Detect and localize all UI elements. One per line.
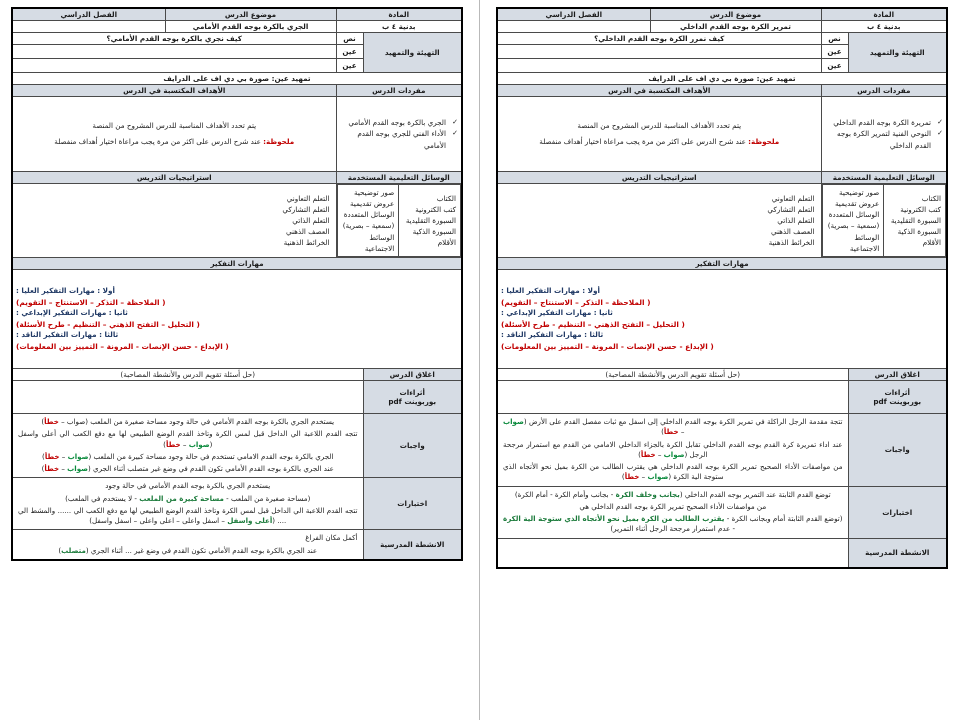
table-row (497, 21, 947, 33)
table-row (12, 33, 462, 45)
thinking-title-3: ثالثا : مهارات التفكير الناقد : (501, 329, 604, 339)
list-item: عروض تقديمية (834, 199, 880, 209)
thinking-header: مهارات التفكير (12, 257, 462, 269)
media-col-a (884, 185, 946, 257)
school-activity-item-2: عند الجري بالكرة بوجه القدم الأمامي تكون القدم في وضع غير ... أثناء الجري (متصلب) (58, 545, 318, 555)
media-header: الوسائل التعليمية المستخدمة (821, 172, 947, 184)
tests-cell (12, 478, 363, 530)
list-item: ✓ الجري بالكرة بوجه القدم الأمامي (340, 117, 459, 129)
thinking-items-3: ( الإبداع - حسن الإنصات - المرونة – التمييز بين المعلومات) (16, 341, 229, 351)
thinking-title-2: ثانيا : مهارات التفكير الإبداعي : (501, 307, 613, 317)
page-divider (479, 0, 480, 720)
strategies-list (504, 193, 815, 249)
list-item: السبورة التقليدية (890, 215, 941, 225)
warmup-ain-label-2: عين (336, 59, 363, 73)
thinking-items-2: ( التحليل – التفتح الذهني – التنظيم - طرح الأسئلة) (16, 319, 200, 329)
list-item: الخرائط الذهنية (768, 238, 815, 248)
list-item: الوسائط الاجتماعية (849, 232, 880, 253)
list-item: التعلم الذاتي (292, 215, 330, 225)
warmup-ain-value-2 (12, 59, 336, 73)
table-row (497, 85, 947, 97)
media-list-b (342, 187, 395, 254)
thinking-title-2: ثانيا : مهارات التفكير الإبداعي : (16, 307, 128, 317)
media-subtable (337, 184, 462, 257)
media-col-b (337, 185, 399, 257)
tests-cell (497, 486, 848, 538)
list-item: ✓ الأداء الفني للجري بوجه القدم الأمامي (340, 128, 459, 151)
homework-item-3: الجري بالكرة بوجه القدم الامامي تستخدم في حالة وجود مساحة كبيرة من الملعب (صواب – خطأ) (42, 451, 334, 461)
strategies-list (19, 193, 330, 249)
list-item: الوسائل المتعددة (سمعية – بصرية) (827, 210, 880, 231)
lesson-plan-table (11, 7, 463, 561)
media-col-b (822, 185, 884, 257)
list-item: الوسائط الاجتماعية (364, 232, 395, 253)
enrichment-label-line2: بوربوينت pdf (388, 396, 437, 406)
list-item: العصف الذهني (285, 227, 330, 237)
list-item: الأقلام (437, 238, 456, 248)
homework-cell (12, 413, 363, 477)
warmup-label: التهيئة والتمهيد (363, 33, 462, 73)
warmup-question: كيف نمرر الكرة بوجه القدم الداخلي؟ (497, 33, 821, 45)
enrichment-label-line1: أثراءات (884, 387, 910, 397)
warmup-text-label: نص (821, 33, 848, 45)
table-row (497, 538, 947, 568)
list-item: الأقلام (922, 238, 941, 248)
vocab-header: مفردات الدرس (336, 85, 462, 97)
tests-item-1: توضع القدم الثابتة عند التمرير بوجه القدم الداخلي (بجانب وخلف الكرة - بجانب وأمام الكرة - أمام الكرة) (514, 489, 831, 499)
objectives-main: يتم تحدد الأهداف المناسبة للدرس المشروح من المنصة (577, 120, 742, 130)
school-activities-label: الانشطة المدرسية (363, 530, 462, 560)
warmup-ain-value-1 (12, 45, 336, 59)
thinking-cell (497, 269, 947, 368)
strategies-header: استراتيجيات التدريس (497, 172, 821, 184)
list-item: صور توضيحية (354, 188, 395, 197)
warmup-ain-label-1: عين (821, 45, 848, 59)
table-row (12, 530, 462, 560)
vocab-list (340, 117, 459, 152)
table-row (12, 172, 462, 184)
media-list-b (827, 187, 880, 254)
media-col-a (399, 185, 461, 257)
objectives-note-text: عند شرح الدرس على اكثر من مرة يجب مراعاة اختيار أهداف منفصلة (539, 137, 746, 146)
closure-label: اغلاق الدرس (848, 368, 947, 380)
tests-item-2: من مواصفات الأداء الصحيح تمرير الكرة بوجه القدم الداخلي هي (579, 501, 767, 511)
list-item: التعلم التشاركي (767, 204, 815, 214)
thinking-title-3: ثالثا : مهارات التفكير الناقد : (16, 329, 119, 339)
thinking-items-2: ( التحليل – التفتح الذهني – التنظيم - طرح الأسئلة) (501, 319, 685, 329)
table-row (497, 8, 947, 21)
list-item: التعلم الذاتي (777, 215, 815, 225)
warmup-intro: تمهيد عين: صورة بي دي اف على الدرايف (497, 73, 947, 85)
table-row (497, 269, 947, 368)
enrichment-label (363, 380, 462, 413)
homework-item-3: من مواصفات الأداء الصحيح تمرير الكرة بوجه القدم الداخلي هي يقترب الطالب من الكرة بميل نحو الأتجاه الذي ستوجة الية الكرة (صواب – خطأ) (503, 462, 843, 482)
table-row (12, 368, 462, 380)
list-item: التعلم التعاوني (771, 193, 815, 203)
table-row (497, 380, 947, 413)
tests-item-2: (مساحة صغيرة من الملعب - مساحة كبيرة من الملعب - لا يستخدم في الملعب) (65, 493, 311, 503)
table-row (12, 97, 462, 172)
term-header: الفصل الدراسي (12, 8, 165, 21)
subject-header: المادة (821, 8, 947, 21)
lesson-topic-header: موضوع الدرس (165, 8, 336, 21)
strategies-cell (497, 184, 821, 258)
enrichment-label-line2: بوربوينت pdf (873, 396, 922, 406)
list-item: الخرائط الذهنية (283, 238, 330, 248)
warmup-ain-value-2 (497, 59, 821, 73)
list-item: السبورة الذكية (412, 227, 456, 237)
warmup-label: التهيئة والتمهيد (848, 33, 947, 73)
school-activity-item-1: أكمل مكان الفراغ (305, 533, 358, 543)
table-row (497, 368, 947, 380)
objectives-cell (12, 97, 336, 172)
table-row (12, 21, 462, 33)
table-row (12, 73, 462, 85)
school-activities-cell (497, 538, 848, 568)
thinking-title-1: أولا : مهارات التفكير العليا : (16, 286, 115, 296)
table-row (497, 184, 947, 258)
media-header: الوسائل التعليمية المستخدمة (336, 172, 462, 184)
list-item: ✓ تمريرة الكرة بوجه القدم الداخلي (825, 117, 944, 129)
table-row (12, 269, 462, 368)
table-row (12, 478, 462, 530)
table-row (497, 486, 947, 538)
lesson-plan-page-left (480, 0, 960, 720)
objectives-note (16, 137, 333, 147)
objectives-note (501, 137, 818, 147)
objectives-note-text: عند شرح الدرس على اكثر من مرة يجب مراعاة اختيار أهداف منفصلة (54, 137, 261, 146)
media-list-a (403, 193, 456, 249)
media-subtable (822, 184, 947, 257)
list-item: التعلم التشاركي (282, 204, 330, 214)
school-activities-label: الانشطة المدرسية (848, 538, 947, 568)
lesson-topic-value: تمرير الكرة بوجه القدم الداخلي (650, 21, 821, 33)
table-row (12, 8, 462, 21)
objectives-note-label: ملحوظة: (263, 137, 295, 146)
list-item: صور توضيحية (839, 188, 880, 197)
list-item: الوسائل المتعددة (سمعية – بصرية) (342, 210, 395, 231)
vocab-cell (821, 97, 947, 172)
closure-text: (حل أسئلة تقويم الدرس والأنشطة المصاحبة) (12, 368, 363, 380)
tests-label: اختبارات (363, 478, 462, 530)
term-value (12, 21, 165, 33)
lesson-plan-table (496, 7, 948, 569)
lesson-topic-header: موضوع الدرس (650, 8, 821, 21)
term-value (497, 21, 650, 33)
school-activities-cell (12, 530, 363, 560)
thinking-items-1: ( الملاحظة – التذكر – الاستنتاج – التقويم) (16, 297, 166, 307)
enrichment-cell (497, 380, 848, 413)
warmup-ain-label-1: عين (336, 45, 363, 59)
warmup-ain-label-2: عين (821, 59, 848, 73)
homework-item-2: تتجه القدم اللاعبة الي الداخل قبل لمس الكرة وتاخذ القدم الوضع الطبيعي لها مع دفع الكعب الي أعلى واسفل (صواب – خطأ) (18, 429, 358, 449)
table-row (497, 257, 947, 269)
table-row (12, 380, 462, 413)
homework-label: واجبات (363, 413, 462, 477)
vocab-list (825, 117, 944, 152)
list-item: كتب الكترونية (900, 204, 941, 214)
tests-item-3: تتجه القدم اللاعبة الي الداخل قبل لمس الكرة وتاخذ القدم الوضع الطبيعي لها مع دفع الكعب الي ...... والمشط الي .... (أعلى واسفل – اسفل واعلى – اعلى واعلى – اسفل واسفل) (18, 505, 358, 526)
lesson-topic-value: الجري بالكرة بوجه القدم الأمامي (165, 21, 336, 33)
homework-cell (497, 413, 848, 486)
homework-item-1: تتجة مقدمة الرجل الراكلة في تمرير الكرة بوجه القدم الداخلي إلى اسفل مع ثبات مفصل القدم على الأرض (صواب – خطأ) (503, 416, 843, 437)
list-item: التعلم التعاوني (286, 193, 330, 203)
enrichment-label-line1: أثراءات (399, 387, 425, 397)
tests-item-1: يستخدم الجري بالكرة بوجه القدم الأمامي في حالة وجود (105, 481, 271, 491)
table-row (497, 413, 947, 486)
table-row (12, 413, 462, 477)
table-row (497, 172, 947, 184)
list-item: السبورة الذكية (897, 227, 941, 237)
thinking-header: مهارات التفكير (497, 257, 947, 269)
media-cell (336, 184, 462, 258)
objectives-cell (497, 97, 821, 172)
homework-label: واجبات (848, 413, 947, 486)
warmup-ain-value-1 (497, 45, 821, 59)
table-row (497, 97, 947, 172)
thinking-title-1: أولا : مهارات التفكير العليا : (501, 286, 600, 296)
media-list-a (888, 193, 941, 249)
table-row (12, 85, 462, 97)
vocab-cell (336, 97, 462, 172)
thinking-items-1: ( الملاحظة – التذكر – الاستنتاج – التقويم) (501, 297, 651, 307)
list-item: العصف الذهني (770, 227, 815, 237)
objectives-note-label: ملحوظة: (748, 137, 780, 146)
objectives-main: يتم تحدد الأهداف المناسبة للدرس المشروح من المنصة (92, 120, 257, 130)
subject-value: بدنية ٤ ب (821, 21, 947, 33)
tests-label: اختبارات (848, 486, 947, 538)
subject-header: المادة (336, 8, 462, 21)
term-header: الفصل الدراسي (497, 8, 650, 21)
tests-item-3: (توضع القدم الثابتة أمام وبجانب الكرة - يقترب الطالب من الكرة بميل نحو الأتجاه الذي ستوجة الية الكرة - عدم استمرار مرجحة الرجل أثناء التمرير) (503, 514, 843, 534)
thinking-items-3: ( الإبداع - حسن الإنصات - المرونة – التمييز بين المعلومات) (501, 341, 714, 351)
warmup-text-label: نص (336, 33, 363, 45)
enrichment-cell (12, 380, 363, 413)
strategies-cell (12, 184, 336, 258)
list-item: الكتاب (436, 193, 456, 203)
media-cell (821, 184, 947, 258)
table-row (12, 257, 462, 269)
homework-item-4: عند الجري بالكرة بوجه القدم الأمامي تكون القدم في وضع غير متصلب أثناء الجري (صواب – خطأ) (41, 464, 334, 474)
warmup-question: كيف نجري بالكرة بوجه القدم الأمامي؟ (12, 33, 336, 45)
list-item: كتب الكترونية (415, 204, 456, 214)
subject-value: بدنية ٤ ب (336, 21, 462, 33)
thinking-cell (12, 269, 462, 368)
closure-label: اغلاق الدرس (363, 368, 462, 380)
list-item: الكتاب (921, 193, 941, 203)
objectives-header: الأهداف المكتسبة في الدرس (12, 85, 336, 97)
vocab-header: مفردات الدرس (821, 85, 947, 97)
list-item: عروض تقديمية (349, 199, 395, 209)
objectives-header: الأهداف المكتسبة في الدرس (497, 85, 821, 97)
closure-text: (حل أسئلة تقويم الدرس والأنشطة المصاحبة) (497, 368, 848, 380)
homework-item-1: يستخدم الجري بالكرة بوجه القدم الأمامي في حالة وجود مساحة صغيرة من الملعب (صواب – خطأ) (41, 416, 335, 426)
warmup-intro: تمهيد عين: صورة بي دي اف على الدرايف (12, 73, 462, 85)
table-row (497, 33, 947, 45)
list-item: السبورة التقليدية (405, 215, 456, 225)
table-row (12, 184, 462, 258)
strategies-header: استراتيجيات التدريس (12, 172, 336, 184)
homework-item-2: عند اداء تمريرة كرة القدم بوجه القدم الداخلي تقابل الكرة بالجزاء الداخلي الامامي من القدم مع استمرار مرجحة الرجل (صواب – خطأ) (503, 439, 843, 459)
enrichment-label (848, 380, 947, 413)
list-item: ✓ النوحي الفنية لتمرير الكرة بوجه القدم الداخلي (825, 128, 944, 151)
table-row (497, 73, 947, 85)
